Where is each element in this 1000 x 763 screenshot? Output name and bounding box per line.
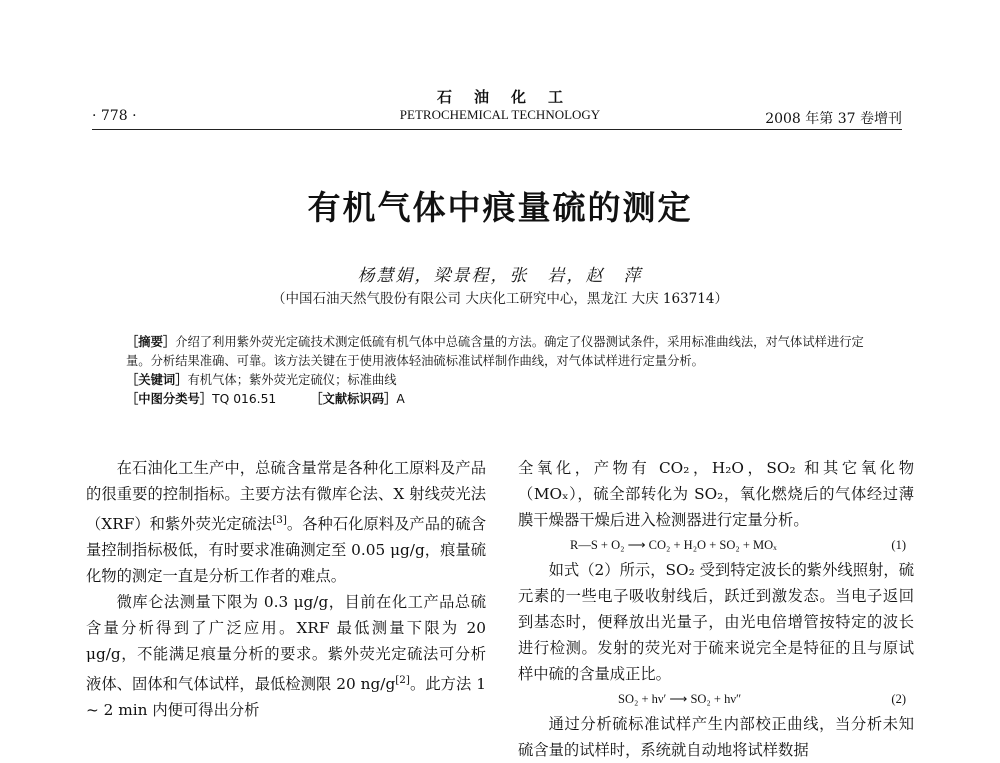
paragraph-text: 微库仑法测量下限为 0.3 μg/g，目前在化工产品总硫含量分析得到了广泛应用。XRF 最低测量下限为 20 μg/g，不能满足痕量分析的要求。紫外荧光定硫法可分析液体、固体和气体试样，最低检测限 20 ng/g <box>86 593 486 694</box>
page-number: · 778 · <box>92 108 137 124</box>
abstract-text: 介绍了利用紫外荧光定硫技术测定低硫有机气体中总硫含量的方法。确定了仪器测试条件，采用标准曲线法，对气体试样进行定量。分析结果准确、可靠。该方法关键在于使用液体轻油硫标准试样制作曲线，对气体试样进行定量分析。 <box>126 335 864 368</box>
author-list: 杨慧娟，梁景程，张 岩，赵 萍 <box>357 266 643 286</box>
abstract-paragraph <box>126 333 878 371</box>
affiliation: （中国石油天然气股份有限公司 大庆化工研究中心，黑龙江 大庆 163714） <box>272 291 728 307</box>
abstract-label: ［摘要］ <box>126 335 176 349</box>
journal-title-en: PETROCHEMICAL TECHNOLOGY <box>399 107 601 122</box>
equation-expression: SO₂ + hν′ ⟶ SO₂ + hν″ <box>618 692 742 706</box>
body-column-left <box>86 455 486 723</box>
equation-expression: R—S + O₂ ⟶ CO₂ + H₂O + SO₂ + MOₓ <box>570 538 777 552</box>
paragraph-text: 在石油化工生产中，总硫含量常是各种化工原料及产品的很重要的控制指标。主要方法有微库仑法、X 射线荧光法（XRF）和紫外荧光定硫法 <box>86 459 486 534</box>
citation-ref[interactable]: [2] <box>395 674 410 687</box>
header-divider <box>92 129 902 130</box>
equation-number: (1) <box>891 538 906 552</box>
body-column-right <box>518 455 914 763</box>
keywords-label: ［关键词］ <box>126 373 188 387</box>
body-paragraph <box>86 455 486 589</box>
article-title: 有机气体中痕量硫的测定 <box>307 188 693 227</box>
clc-value: TQ 016.51 <box>212 392 277 406</box>
equation-number: (2) <box>891 692 906 706</box>
paragraph-text: 。各种石化原料及产品的硫含量控制指标极低，有时要求准确测定至 0.05 μg/g，痕量硫化物的测定一直是分析工作者的难点。 <box>86 515 486 586</box>
equation-1 <box>518 533 914 557</box>
abstract-block <box>126 333 878 409</box>
issue-info: 2008 年第 37 卷增刊 <box>765 111 902 127</box>
body-paragraph: 通过分析硫标准试样产生内部校正曲线，当分析未知硫含量的试样时，系统就自动地将试样数据 <box>518 715 914 759</box>
doc-code-value: A <box>396 392 405 406</box>
body-paragraph <box>86 589 486 723</box>
keywords-text: 有机气体；紫外荧光定硫仪；标准曲线 <box>187 373 397 387</box>
equation-2 <box>518 687 914 711</box>
keywords-line <box>126 371 878 390</box>
body-paragraph: 全氧化，产物有 CO₂，H₂O，SO₂ 和其它氧化物（MOₓ），硫全部转化为 SO₂，氧化燃烧后的气体经过薄膜干燥器干燥后进入检测器进行定量分析。 <box>518 459 914 529</box>
body-paragraph: 如式（2）所示，SO₂ 受到特定波长的紫外线照射，硫元素的一些电子吸收射线后，跃迁到激发态。当电子返回到基态时，便释放出光量子，由光电倍增管按特定的波长进行检测。发射的荧光对于硫来说完全是特征的且与原试样中硫的含量成正比。 <box>518 561 914 683</box>
paragraph-text: 。此方法 1 ~ 2 min 内便可得出分析 <box>86 675 486 720</box>
classification-line <box>126 390 878 409</box>
doc-code-label: ［文献标识码］ <box>310 392 397 406</box>
clc-label: ［中图分类号］ <box>126 392 213 406</box>
journal-title-cn: 石油化工 <box>436 88 585 106</box>
citation-ref[interactable]: [3] <box>272 514 287 526</box>
